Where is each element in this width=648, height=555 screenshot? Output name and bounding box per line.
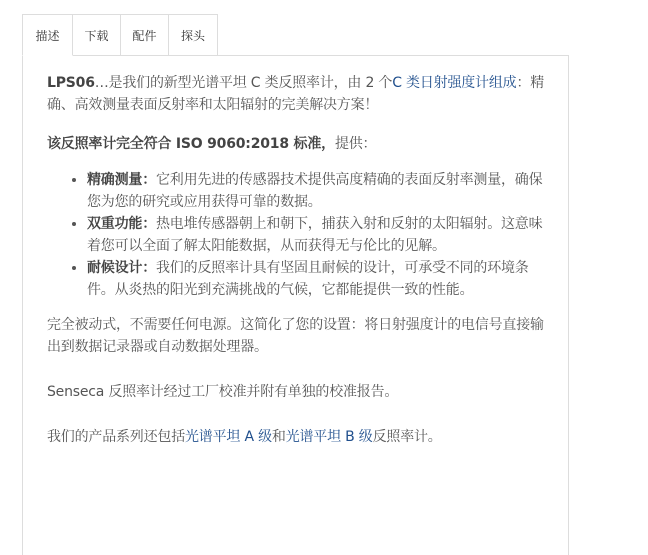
feature-list [47,169,547,301]
intro-paragraph: LPS06…是我们的新型光谱平坦 C 类反照率计，由 2 个C 类日射强度计组成：精确、高效测量表面反射率和太阳辐射的完美解决方案！ [47,75,545,113]
class-a-link[interactable]: 光谱平坦 A 级 [185,429,272,445]
tab-downloads[interactable]: 下载 [73,14,121,56]
series-paragraph: 我们的产品系列还包括光谱平坦 A 级和光谱平坦 B 级反照率计。 [47,429,442,445]
standard-paragraph: 该反照率计完全符合 ISO 9060:2018 标准，提供： [47,136,377,152]
tab-accessories[interactable]: 配件 [121,14,169,56]
passive-paragraph: 完全被动式，不需要任何电源。这简化了您的设置：将日射强度计的电信号直接输出到数据记录器或自动数据处理器。 [47,317,544,355]
description-panel [22,55,569,555]
description-content [47,72,547,448]
tab-description[interactable]: 描述 [22,14,73,56]
list-item: • 耐候设计：我们的反照率计具有坚固且耐候的设计，可承受不同的环境条件。从炎热的阳光到充满挑战的气候，它都能提供一致的性能。 [87,257,547,301]
list-item: • 双重功能：热电堆传感器朝上和朝下，捕获入射和反射的太阳辐射。这意味着您可以全面了解太阳能数据，从而获得无与伦比的见解。 [87,213,547,257]
product-name: LPS06 [47,75,95,91]
list-item: • 精确测量：它利用先进的传感器技术提供高度精确的表面反射率测量，确保您为您的研究或应用获得可靠的数据。 [87,169,547,213]
tab-bar [22,14,218,56]
tab-probes[interactable]: 探头 [169,14,218,56]
calibration-paragraph: Senseca 反照率计经过工厂校准并附有单独的校准报告。 [47,384,399,400]
class-b-link[interactable]: 光谱平坦 B 级 [285,429,373,445]
class-c-pyranometer-link[interactable]: C 类日射强度计组成 [392,75,517,91]
